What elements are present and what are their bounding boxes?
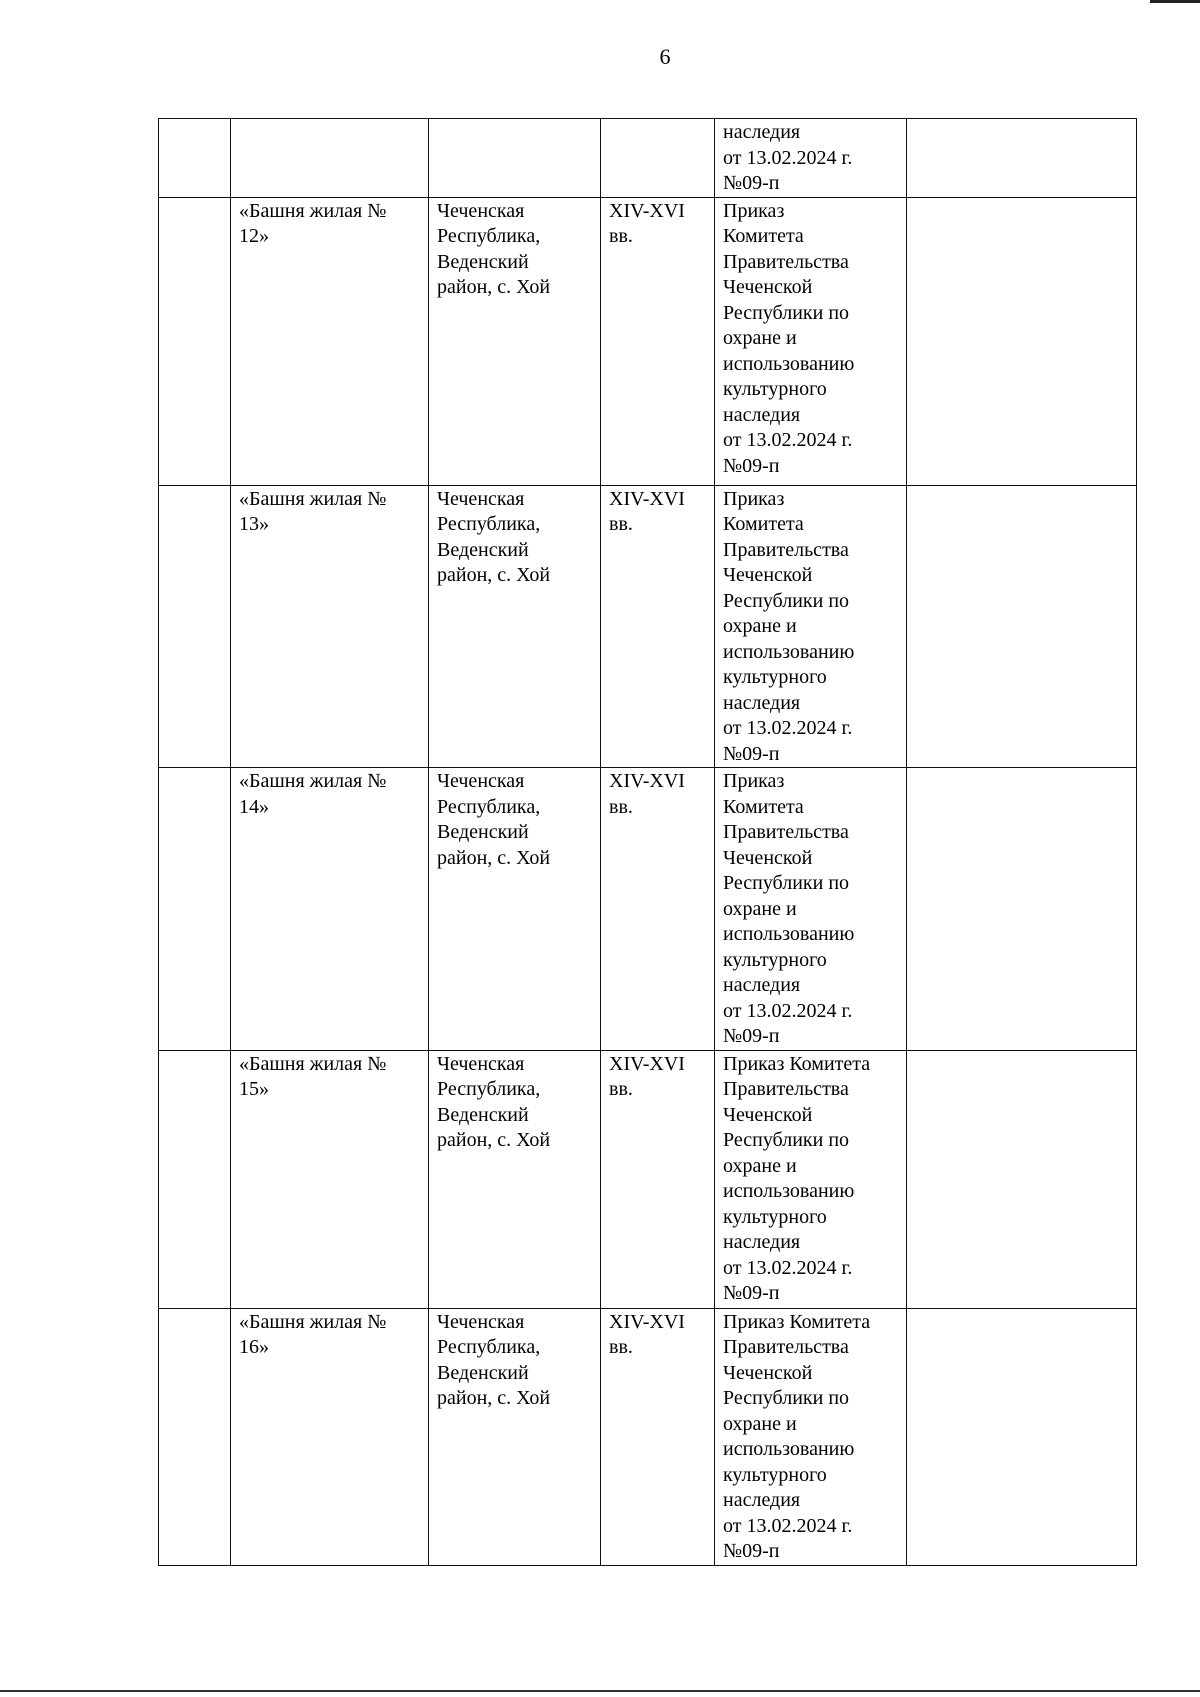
cell-text-line: Правительства xyxy=(723,1078,849,1100)
cell-text-line: Приказ Комитета xyxy=(723,1052,871,1075)
cell-text-line: XIV-XVI xyxy=(609,1052,685,1075)
cell-notes xyxy=(907,197,1137,485)
cell-text-line: Веденский xyxy=(437,1361,529,1384)
cell-text-line: №09-п xyxy=(723,454,780,477)
cell-text-line: использованию xyxy=(723,640,855,663)
cell-text-line: Чеченской xyxy=(723,1361,813,1384)
cell-text-line: Республики по xyxy=(723,589,850,612)
cell-notes xyxy=(907,119,1137,198)
cell-document xyxy=(715,197,907,485)
cell-location xyxy=(429,1050,601,1308)
cell-name xyxy=(231,1308,429,1565)
cell-document xyxy=(715,768,907,1051)
cell-dating xyxy=(601,485,715,768)
cell-name xyxy=(231,485,429,768)
cell-text-line: район, с. Хой xyxy=(437,564,551,586)
cell-text-line: охране и xyxy=(723,1154,797,1177)
cell-text-line: Приказ xyxy=(723,487,785,510)
cell-text-line: №09-п xyxy=(723,1540,780,1562)
cell-text-line: охране и xyxy=(723,615,797,637)
cell-location xyxy=(429,197,601,485)
cell-text-line: от 13.02.2024 г. xyxy=(723,146,853,169)
cell-text-line: культурного xyxy=(723,1463,827,1486)
cell-dating xyxy=(601,768,715,1051)
table-row xyxy=(159,1308,1137,1565)
cell-text-line: культурного xyxy=(723,948,827,971)
cell-text-line: Приказ xyxy=(723,199,785,222)
cell-text-line: Чеченской xyxy=(723,1103,813,1126)
cell-text-line: наследия xyxy=(723,691,801,714)
cell-text-line: район, с. Хой xyxy=(437,846,551,869)
cell-text-line: от 13.02.2024 г. xyxy=(723,1514,853,1537)
cell-document xyxy=(715,485,907,768)
scan-top-edge xyxy=(1150,0,1200,3)
cell-text-line: XIV-XVI xyxy=(609,199,685,222)
cell-text-line: район, с. Хой xyxy=(437,276,551,298)
cell-name xyxy=(231,768,429,1051)
cell-text-line: культурного xyxy=(723,666,827,688)
cell-text-line: 12» xyxy=(239,225,269,247)
cell-text-line: охране и xyxy=(723,1412,797,1435)
table-row-continued xyxy=(159,119,1137,198)
cell-text-line: район, с. Хой xyxy=(437,1387,551,1409)
cell-text-line: 16» xyxy=(239,1336,269,1358)
cell-text-line: использованию xyxy=(723,1180,855,1202)
cell-text-line: №09-п xyxy=(723,172,780,194)
scan-bottom-edge xyxy=(0,1690,1200,1692)
cell-text-line: Республики по xyxy=(723,1129,850,1151)
table-row xyxy=(159,1050,1137,1308)
cell-text-line: вв. xyxy=(609,225,633,247)
cell-text-line: XIV-XVI xyxy=(609,487,685,510)
cell-text-line: Правительства xyxy=(723,538,849,561)
cell-name xyxy=(231,119,429,198)
cell-text-line: охране и xyxy=(723,897,797,920)
cell-text-line: Веденский xyxy=(437,821,529,843)
cell-number xyxy=(159,197,231,485)
cell-text-line: Чеченская xyxy=(437,1310,525,1333)
cell-text-line: Комитета xyxy=(723,513,804,535)
cell-text-line: культурного xyxy=(723,378,827,400)
cell-document xyxy=(715,1308,907,1565)
cell-text-line: Веденский xyxy=(437,1103,529,1126)
cell-text-line: Республика, xyxy=(437,225,541,247)
cell-text-line: от 13.02.2024 г. xyxy=(723,429,853,451)
cell-dating xyxy=(601,1308,715,1565)
cell-number xyxy=(159,485,231,768)
table-row xyxy=(159,485,1137,768)
cell-text-line: Чеченская xyxy=(437,199,525,222)
cell-notes xyxy=(907,485,1137,768)
cell-text-line: Чеченской xyxy=(723,564,813,586)
cell-text-line: Веденский xyxy=(437,250,529,273)
cell-text-line: Республика, xyxy=(437,795,541,818)
cell-text-line: наследия xyxy=(723,121,801,143)
cell-notes xyxy=(907,1050,1137,1308)
cell-text-line: Чеченской xyxy=(723,846,813,869)
cell-text-line: «Башня жилая № xyxy=(239,770,387,792)
cell-text-line: Республика, xyxy=(437,513,541,535)
cell-name xyxy=(231,1050,429,1308)
cell-document xyxy=(715,1050,907,1308)
cell-dating xyxy=(601,119,715,198)
cell-text-line: использованию xyxy=(723,1438,855,1460)
heritage-objects-table xyxy=(158,118,1137,1566)
cell-text-line: Чеченская xyxy=(437,770,525,792)
cell-text-line: Чеченской xyxy=(723,276,813,298)
cell-text-line: «Башня жилая № xyxy=(239,1310,387,1333)
cell-text-line: Республики по xyxy=(723,301,850,324)
cell-text-line: Республика, xyxy=(437,1336,541,1358)
cell-number xyxy=(159,1050,231,1308)
cell-text-line: культурного xyxy=(723,1205,827,1228)
cell-text-line: «Башня жилая № xyxy=(239,487,387,510)
cell-location xyxy=(429,768,601,1051)
cell-text-line: Веденский xyxy=(437,538,529,561)
cell-text-line: 13» xyxy=(239,513,269,535)
cell-text-line: Приказ xyxy=(723,770,785,792)
cell-text-line: от 13.02.2024 г. xyxy=(723,1256,853,1279)
page-number: 6 xyxy=(659,44,671,69)
table-row xyxy=(159,197,1137,485)
cell-text-line: вв. xyxy=(609,795,633,818)
cell-text-line: Приказ Комитета xyxy=(723,1310,871,1333)
cell-text-line: 15» xyxy=(239,1078,269,1100)
table-row xyxy=(159,768,1137,1051)
cell-location xyxy=(429,485,601,768)
cell-text-line: вв. xyxy=(609,1078,633,1100)
cell-text-line: №09-п xyxy=(723,742,780,765)
cell-number xyxy=(159,768,231,1051)
cell-dating xyxy=(601,1050,715,1308)
cell-text-line: 14» xyxy=(239,795,269,818)
cell-notes xyxy=(907,1308,1137,1565)
cell-document xyxy=(715,119,907,198)
cell-text-line: №09-п xyxy=(723,1282,780,1304)
cell-text-line: Республики по xyxy=(723,1387,850,1409)
cell-location xyxy=(429,1308,601,1565)
cell-text-line: Правительства xyxy=(723,1336,849,1358)
cell-text-line: «Башня жилая № xyxy=(239,199,387,222)
cell-text-line: охране и xyxy=(723,327,797,349)
cell-name xyxy=(231,197,429,485)
cell-text-line: Правительства xyxy=(723,250,849,273)
cell-text-line: Республика, xyxy=(437,1078,541,1100)
cell-text-line: вв. xyxy=(609,1336,633,1358)
cell-location xyxy=(429,119,601,198)
cell-text-line: Чеченская xyxy=(437,487,525,510)
cell-text-line: «Башня жилая № xyxy=(239,1052,387,1075)
cell-text-line: район, с. Хой xyxy=(437,1129,551,1151)
cell-text-line: XIV-XVI xyxy=(609,1310,685,1333)
cell-text-line: наследия xyxy=(723,974,801,996)
cell-text-line: XIV-XVI xyxy=(609,770,685,792)
cell-number xyxy=(159,1308,231,1565)
cell-text-line: наследия xyxy=(723,1489,801,1511)
cell-text-line: Комитета xyxy=(723,795,804,818)
cell-text-line: Чеченская xyxy=(437,1052,525,1075)
cell-notes xyxy=(907,768,1137,1051)
cell-text-line: Республики по xyxy=(723,872,850,894)
cell-number xyxy=(159,119,231,198)
cell-text-line: наследия xyxy=(723,1231,801,1253)
cell-text-line: использованию xyxy=(723,352,855,375)
cell-text-line: наследия xyxy=(723,403,801,426)
cell-text-line: использованию xyxy=(723,923,855,945)
cell-dating xyxy=(601,197,715,485)
cell-text-line: Комитета xyxy=(723,225,804,247)
cell-text-line: от 13.02.2024 г. xyxy=(723,717,853,739)
cell-text-line: от 13.02.2024 г. xyxy=(723,999,853,1022)
cell-text-line: вв. xyxy=(609,513,633,535)
cell-text-line: Правительства xyxy=(723,821,849,843)
cell-text-line: №09-п xyxy=(723,1025,780,1047)
